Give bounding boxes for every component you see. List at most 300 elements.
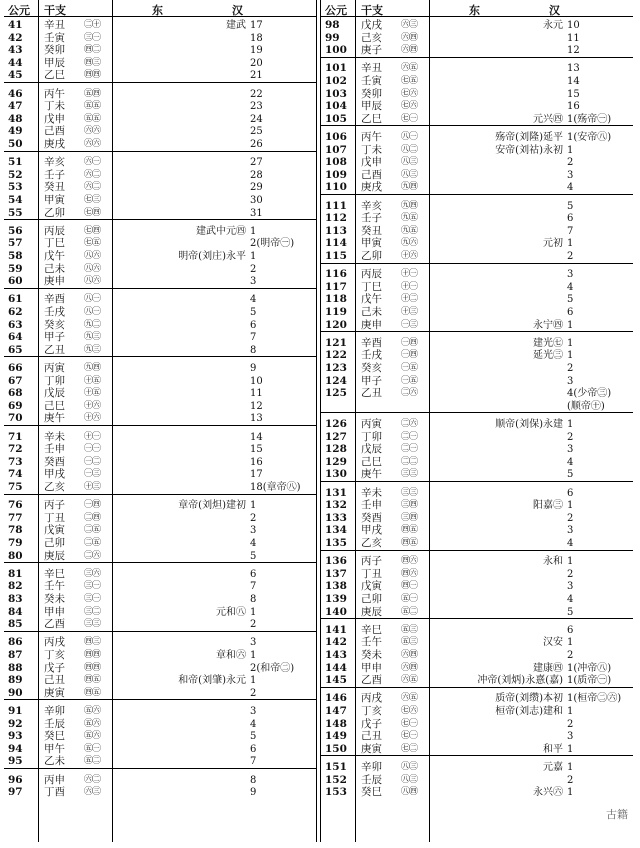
ganzhi-cell: 乙巳 bbox=[44, 69, 65, 82]
ganzhi-cell: 辛丑 bbox=[44, 19, 65, 31]
symbol-cell: ㊃㊅ bbox=[401, 556, 418, 567]
year-number-cell: 1 bbox=[567, 743, 574, 755]
ganzhi-cell: 壬申 bbox=[361, 499, 382, 512]
year-number-cell: 3 bbox=[567, 269, 574, 281]
year-cell: 105 bbox=[325, 112, 347, 125]
year-number-cell: 1 bbox=[250, 606, 257, 618]
ganzhi-cell: 庚戌 bbox=[44, 138, 65, 150]
ganzhi-cell: 庚寅 bbox=[361, 742, 382, 755]
year-number-cell: 4 bbox=[250, 294, 257, 306]
year-number-cell: 9 bbox=[250, 363, 257, 374]
ganzhi-cell: 乙酉 bbox=[44, 618, 65, 631]
symbol-cell: ㊅㊄ bbox=[401, 63, 418, 74]
ganzhi-cell: 癸丑 bbox=[361, 224, 382, 237]
symbol-cell: ㊉㊄ bbox=[84, 388, 101, 399]
symbol-cell: ㊆㊄ bbox=[84, 238, 101, 249]
year-number-cell: 3 bbox=[250, 276, 257, 288]
year-cell: 118 bbox=[325, 293, 347, 306]
year-cell: 78 bbox=[8, 524, 23, 537]
year-number-cell: 5 bbox=[250, 731, 257, 743]
year-cell: 94 bbox=[8, 742, 23, 755]
year-number-cell: 1 bbox=[567, 706, 574, 717]
year-number-cell: 25 bbox=[250, 126, 263, 138]
year-number-cell: 20 bbox=[250, 57, 263, 69]
ganzhi-cell: 乙亥 bbox=[44, 481, 65, 493]
year-number-cell: 26 bbox=[250, 139, 263, 150]
symbol-cell: ㊂㊂ bbox=[401, 469, 418, 480]
year-cell: 151 bbox=[325, 761, 347, 773]
year-cell: 129 bbox=[325, 455, 347, 468]
year-cell: 120 bbox=[325, 318, 347, 331]
year-number-cell: 2 bbox=[250, 619, 257, 631]
symbol-cell: ㊆㊃ bbox=[84, 225, 101, 236]
ganzhi-cell: 乙丑 bbox=[361, 387, 382, 400]
ganzhi-cell: 辛巳 bbox=[44, 567, 65, 580]
symbol-cell: ㊄㊂ bbox=[401, 624, 418, 635]
symbol-cell: ㊃㊃ bbox=[84, 70, 101, 81]
symbol-cell: ㊈㊅ bbox=[401, 238, 418, 249]
symbol-cell: ㊄㊅ bbox=[84, 731, 101, 742]
year-cell: 148 bbox=[325, 717, 347, 730]
ganzhi-cell: 辛卯 bbox=[44, 705, 65, 717]
era-cell: 建光㊆ bbox=[533, 337, 563, 349]
year-cell: 68 bbox=[8, 387, 23, 400]
ganzhi-cell: 丙戌 bbox=[44, 636, 65, 649]
year-cell: 108 bbox=[325, 156, 347, 169]
ganzhi-cell: 己酉 bbox=[361, 168, 382, 181]
symbol-cell: ㊃㊃ bbox=[84, 650, 101, 660]
year-number-cell: 3 bbox=[567, 581, 574, 593]
symbol-cell: ㊁㊀ bbox=[401, 444, 418, 455]
ganzhi-cell: 壬子 bbox=[361, 212, 382, 225]
year-number-cell: 1 bbox=[567, 319, 574, 331]
year-number-cell: 17 bbox=[250, 20, 263, 31]
ganzhi-cell: 戊午 bbox=[361, 293, 382, 306]
ganzhi-cell: 丁卯 bbox=[44, 374, 65, 387]
year-cell: 143 bbox=[325, 649, 347, 661]
year-number-cell: 10 bbox=[250, 375, 263, 387]
symbol-cell: ㊅㊄ bbox=[401, 675, 418, 686]
symbol-cell: ㊂㊀ bbox=[84, 594, 101, 604]
year-number-cell: 21 bbox=[250, 70, 263, 82]
year-cell: 124 bbox=[325, 374, 347, 387]
symbol-cell: ㊆㊅ bbox=[401, 101, 418, 112]
symbol-cell: ㊁㊅ bbox=[401, 388, 418, 399]
year-cell: 81 bbox=[8, 567, 23, 580]
year-cell: 139 bbox=[325, 593, 347, 605]
ganzhi-cell: 己巳 bbox=[361, 455, 382, 468]
symbol-cell: ㊃㊀ bbox=[401, 581, 418, 592]
era-cell: 元初 bbox=[543, 238, 563, 250]
year-cell: 134 bbox=[325, 524, 347, 537]
year-cell: 113 bbox=[325, 224, 347, 237]
symbol-cell: ㊀㊂ bbox=[401, 319, 418, 330]
ganzhi-cell: 癸亥 bbox=[44, 318, 65, 331]
year-cell: 50 bbox=[8, 138, 23, 150]
year-number-cell: 4 bbox=[250, 538, 257, 549]
year-number-cell: 5 bbox=[567, 606, 574, 618]
ganzhi-cell: 癸未 bbox=[44, 593, 65, 605]
era-cell: 永和 bbox=[543, 556, 563, 568]
era-cell: 建康㊃ bbox=[533, 662, 563, 674]
group-divider bbox=[321, 618, 633, 619]
year-cell: 126 bbox=[325, 418, 347, 430]
year-number-cell: 4 bbox=[567, 594, 574, 605]
year-number-cell: 15 bbox=[567, 88, 580, 100]
year-cell: 103 bbox=[325, 87, 347, 100]
year-cell: 70 bbox=[8, 412, 23, 425]
year-cell: 63 bbox=[8, 318, 23, 331]
year-number-cell: 1(安帝㊇) bbox=[567, 132, 612, 143]
year-cell: 112 bbox=[325, 212, 347, 225]
year-number-cell: 3 bbox=[567, 444, 574, 456]
year-cell: 71 bbox=[8, 430, 23, 443]
year-number-cell: 11 bbox=[250, 388, 263, 400]
year-number-cell: 16 bbox=[567, 101, 580, 113]
group-divider bbox=[4, 425, 316, 426]
year-number-cell: 24 bbox=[250, 113, 263, 125]
year-cell: 101 bbox=[325, 62, 347, 75]
year-number-cell: 1 bbox=[567, 762, 574, 773]
ganzhi-cell: 辛未 bbox=[44, 430, 65, 443]
ganzhi-cell: 甲辰 bbox=[44, 56, 65, 69]
ganzhi-cell: 辛酉 bbox=[361, 336, 382, 349]
era-cell: 元兴㊃ bbox=[533, 113, 563, 125]
symbol-cell: ㊀㊀ bbox=[84, 444, 101, 455]
ganzhi-cell: 癸亥 bbox=[361, 362, 382, 374]
symbol-cell: ㊂㊁ bbox=[84, 606, 101, 617]
symbol-cell: ㊃㊂ bbox=[84, 57, 101, 68]
group-divider bbox=[4, 699, 316, 700]
ganzhi-cell: 辛卯 bbox=[361, 761, 382, 773]
era-cell: 永宁㊃ bbox=[533, 319, 563, 331]
year-cell: 52 bbox=[8, 168, 23, 181]
symbol-cell: ㊅㊁ bbox=[84, 169, 101, 180]
year-cell: 73 bbox=[8, 455, 23, 468]
ganzhi-cell: 乙巳 bbox=[361, 112, 382, 125]
year-number-cell: 6 bbox=[567, 213, 574, 225]
ganzhi-cell: 丁未 bbox=[44, 100, 65, 113]
year-number-cell: 4 bbox=[567, 456, 574, 468]
year-cell: 49 bbox=[8, 125, 23, 138]
symbol-cell: ㊉㊀ bbox=[84, 431, 101, 442]
year-cell: 72 bbox=[8, 443, 23, 456]
ganzhi-cell: 庚辰 bbox=[361, 605, 382, 618]
ganzhi-cell: 戊申 bbox=[44, 112, 65, 125]
symbol-cell: ㊆㊅ bbox=[401, 706, 418, 716]
year-cell: 67 bbox=[8, 374, 23, 387]
symbol-cell: ㊉㊀ bbox=[401, 281, 418, 292]
year-number-cell: 30 bbox=[250, 195, 263, 206]
year-number-cell: 7 bbox=[250, 332, 257, 344]
year-cell: 87 bbox=[8, 649, 23, 661]
year-number-cell: 6 bbox=[250, 568, 257, 580]
year-cell: 96 bbox=[8, 773, 23, 786]
ganzhi-cell: 己卯 bbox=[361, 593, 382, 605]
era-cell: 章和㊅ bbox=[216, 650, 246, 661]
year-cell: 77 bbox=[8, 511, 23, 524]
ganzhi-cell: 庚申 bbox=[361, 318, 382, 331]
year-cell: 64 bbox=[8, 331, 23, 344]
symbol-cell: ㊅㊂ bbox=[84, 787, 101, 798]
year-number-cell: 11 bbox=[567, 32, 580, 44]
group-divider bbox=[321, 57, 633, 58]
era-cell: 章帝(刘炟)建初 bbox=[178, 500, 246, 512]
table-row bbox=[321, 785, 633, 800]
group-divider bbox=[321, 125, 633, 126]
year-number-cell: 23 bbox=[250, 101, 263, 113]
year-cell: 91 bbox=[8, 705, 23, 717]
symbol-cell: ㊁㊁ bbox=[401, 456, 418, 467]
year-cell: 60 bbox=[8, 275, 23, 288]
year-cell: 47 bbox=[8, 100, 23, 113]
ganzhi-cell: 戊子 bbox=[361, 717, 382, 730]
ganzhi-cell: 庚寅 bbox=[44, 686, 65, 699]
year-number-cell: 1 bbox=[567, 556, 574, 568]
symbol-cell: ㊇㊀ bbox=[84, 294, 101, 305]
ganzhi-cell: 庚子 bbox=[361, 44, 382, 57]
year-number-cell: 2 bbox=[567, 363, 574, 374]
ganzhi-cell: 癸卯 bbox=[44, 44, 65, 57]
year-cell: 85 bbox=[8, 618, 23, 631]
year-number-cell: 13 bbox=[567, 63, 580, 75]
era-cell: 阳嘉㊂ bbox=[533, 500, 563, 512]
symbol-cell: ㊁㊄ bbox=[84, 538, 101, 548]
year-number-cell: 5 bbox=[567, 294, 574, 306]
year-cell: 65 bbox=[8, 343, 23, 356]
ganzhi-cell: 己未 bbox=[44, 262, 65, 275]
year-cell: 57 bbox=[8, 237, 23, 250]
year-cell: 150 bbox=[325, 742, 347, 755]
symbol-cell: ㊃㊄ bbox=[84, 687, 101, 698]
year-cell: 46 bbox=[8, 87, 23, 100]
group-divider bbox=[4, 631, 316, 632]
group-divider bbox=[4, 82, 316, 83]
era-cell: 永兴㊅ bbox=[533, 787, 563, 799]
symbol-cell: ㊇㊂ bbox=[401, 762, 418, 772]
ganzhi-cell: 癸巳 bbox=[361, 786, 382, 799]
ganzhi-cell: 乙丑 bbox=[44, 343, 65, 356]
year-number-cell: 5 bbox=[250, 550, 257, 562]
year-number-cell: 4 bbox=[250, 718, 257, 730]
ganzhi-cell: 甲辰 bbox=[361, 100, 382, 113]
year-number-cell: 3 bbox=[567, 731, 574, 743]
era-cell: 明帝(刘庄)永平 bbox=[178, 251, 246, 262]
symbol-cell: ㊇㊀ bbox=[84, 307, 101, 317]
year-cell: 42 bbox=[8, 31, 23, 44]
ganzhi-cell: 戊子 bbox=[44, 661, 65, 674]
symbol-cell: ㊇㊅ bbox=[84, 276, 101, 287]
symbol-cell: ㊀㊃ bbox=[84, 500, 101, 511]
year-number-cell: 18(章帝㊇) bbox=[250, 482, 301, 493]
year-cell: 84 bbox=[8, 605, 23, 618]
year-cell: 93 bbox=[8, 730, 23, 743]
year-cell: 144 bbox=[325, 661, 347, 674]
era-cell: 质帝(刘缵)本初 bbox=[495, 693, 563, 705]
ganzhi-cell: 辛酉 bbox=[44, 293, 65, 306]
year-cell: 62 bbox=[8, 306, 23, 318]
group-divider bbox=[321, 331, 633, 332]
era-cell: 顺帝(刘保)永建 bbox=[495, 419, 563, 430]
symbol-cell: ㊆㊅ bbox=[401, 88, 418, 99]
year-number-cell: 2 bbox=[567, 650, 574, 661]
year-number-cell: 1(殇帝㊀) bbox=[567, 113, 612, 125]
ganzhi-cell: 甲午 bbox=[44, 742, 65, 755]
group-divider bbox=[321, 687, 633, 688]
ganzhi-cell: 庚午 bbox=[361, 468, 382, 481]
ganzhi-cell: 戊寅 bbox=[361, 580, 382, 593]
ganzhi-cell: 丙申 bbox=[44, 773, 65, 786]
era-cell: 元嘉 bbox=[543, 762, 563, 773]
ganzhi-cell: 丁酉 bbox=[44, 786, 65, 799]
year-cell: 107 bbox=[325, 143, 347, 156]
symbol-cell: ㊀㊁ bbox=[84, 456, 101, 467]
ganzhi-cell: 壬子 bbox=[44, 168, 65, 181]
symbol-cell: ㊇㊂ bbox=[401, 169, 418, 180]
year-cell: 137 bbox=[325, 567, 347, 580]
group-divider bbox=[4, 151, 316, 152]
right-header bbox=[321, 0, 633, 17]
year-cell: 147 bbox=[325, 705, 347, 717]
symbol-cell: ㊃㊂ bbox=[84, 637, 101, 648]
year-number-cell: 18 bbox=[250, 32, 263, 44]
year-number-cell: 2(和帝㊁) bbox=[250, 662, 295, 674]
year-number-cell: 1 bbox=[567, 238, 574, 250]
ganzhi-cell: 乙卯 bbox=[44, 206, 65, 219]
year-cell: 83 bbox=[8, 593, 23, 605]
year-number-cell: 2 bbox=[567, 251, 574, 262]
year-cell: 54 bbox=[8, 194, 23, 206]
year-cell: 153 bbox=[325, 786, 347, 799]
symbol-cell: ㊆㊀ bbox=[401, 731, 418, 742]
header-ganzhi: 干支 bbox=[44, 4, 66, 17]
year-number-cell: 15 bbox=[250, 444, 263, 456]
year-number-cell: 6 bbox=[567, 487, 574, 499]
year-number-cell: 1(冲帝㊇) bbox=[567, 662, 612, 674]
symbol-cell: ㊆㊃ bbox=[84, 207, 101, 218]
year-cell: 79 bbox=[8, 537, 23, 549]
header-ganzhi: 干支 bbox=[361, 4, 383, 17]
group-divider bbox=[321, 481, 633, 482]
ganzhi-cell: 戊戌 bbox=[361, 19, 382, 31]
year-number-cell: 1(桓帝㊁㊅) bbox=[567, 693, 622, 705]
year-number-cell: 31 bbox=[250, 207, 263, 219]
year-number-cell: 2 bbox=[250, 687, 257, 699]
symbol-cell: ㊅㊄ bbox=[401, 693, 418, 704]
ganzhi-cell: 癸巳 bbox=[44, 730, 65, 743]
symbol-cell: ㊄㊅ bbox=[84, 718, 101, 729]
symbol-cell: ㊂㊂ bbox=[401, 487, 418, 498]
year-cell: 92 bbox=[8, 717, 23, 730]
year-cell: 74 bbox=[8, 468, 23, 481]
year-cell: 99 bbox=[325, 31, 340, 44]
symbol-cell: ㊉㊂ bbox=[401, 307, 418, 317]
year-number-cell: 4 bbox=[567, 182, 574, 194]
year-cell: 116 bbox=[325, 268, 347, 281]
group-divider bbox=[321, 194, 633, 195]
year-number-cell: 1 bbox=[567, 637, 574, 649]
year-number-cell: 3 bbox=[567, 169, 574, 181]
symbol-cell: ㊇㊅ bbox=[84, 263, 101, 274]
ganzhi-cell: 己丑 bbox=[361, 730, 382, 743]
year-cell: 110 bbox=[325, 181, 347, 194]
symbol-cell: ㊉㊁ bbox=[401, 294, 418, 305]
year-number-cell: 2 bbox=[567, 431, 574, 443]
symbol-cell: ㊁㊃ bbox=[84, 512, 101, 523]
watermark: 古籍 bbox=[606, 808, 628, 821]
symbol-cell: ㊇㊂ bbox=[401, 774, 418, 785]
year-cell: 59 bbox=[8, 262, 23, 275]
symbol-cell: ㊉㊀ bbox=[401, 269, 418, 280]
symbol-cell: ㊈㊄ bbox=[401, 225, 418, 236]
ganzhi-cell: 庚戌 bbox=[361, 181, 382, 194]
symbol-cell: ㊄㊂ bbox=[401, 637, 418, 648]
year-number-cell: 5 bbox=[250, 307, 257, 318]
year-number-cell: 1 bbox=[250, 225, 257, 237]
year-cell: 117 bbox=[325, 280, 347, 293]
ganzhi-cell: 己酉 bbox=[44, 125, 65, 138]
year-cell: 109 bbox=[325, 168, 347, 181]
year-cell: 135 bbox=[325, 537, 347, 549]
year-cell: 75 bbox=[8, 481, 23, 493]
year-number-cell: 14 bbox=[250, 431, 263, 443]
year-number-cell: 1 bbox=[567, 419, 574, 430]
year-number-cell: 2 bbox=[250, 263, 257, 275]
era-cell: 延光㊂ bbox=[533, 350, 563, 362]
year-cell: 149 bbox=[325, 730, 347, 743]
year-number-cell: 16 bbox=[250, 456, 263, 468]
symbol-cell: ㊅㊀ bbox=[84, 157, 101, 168]
symbol-cell: ㊂㊀ bbox=[84, 581, 101, 592]
symbol-cell: ㊀㊄ bbox=[401, 363, 418, 373]
symbol-cell: ㊉㊄ bbox=[84, 375, 101, 386]
symbol-cell: ㊈㊂ bbox=[84, 344, 101, 355]
ganzhi-cell: 甲申 bbox=[44, 605, 65, 618]
year-cell: 80 bbox=[8, 549, 23, 562]
year-number-cell: 29 bbox=[250, 182, 263, 194]
symbol-cell: ㊅㊃ bbox=[401, 32, 418, 43]
year-number-cell: 1 bbox=[250, 251, 257, 262]
year-cell: 125 bbox=[325, 387, 347, 400]
year-number-cell: 5 bbox=[567, 469, 574, 481]
group-divider bbox=[4, 768, 316, 769]
year-number-cell: 1(质帝㊀) bbox=[567, 675, 612, 687]
symbol-cell: ㊄㊁ bbox=[84, 756, 101, 767]
ganzhi-cell: 乙亥 bbox=[361, 537, 382, 549]
year-cell: 98 bbox=[325, 19, 340, 31]
ganzhi-cell: 癸酉 bbox=[361, 511, 382, 524]
year-cell: 152 bbox=[325, 773, 347, 786]
symbol-cell: ㊃㊄ bbox=[84, 675, 101, 686]
ganzhi-cell: 癸丑 bbox=[44, 181, 65, 194]
ganzhi-cell: 辛亥 bbox=[361, 199, 382, 212]
symbol-cell: ㊂㊃ bbox=[401, 512, 418, 523]
ganzhi-cell: 丙子 bbox=[361, 555, 382, 568]
year-number-cell: 2 bbox=[567, 157, 574, 169]
ganzhi-cell: 丙寅 bbox=[44, 362, 65, 374]
symbol-cell: ㊀㊃ bbox=[401, 337, 418, 348]
year-cell: 55 bbox=[8, 206, 23, 219]
symbol-cell: ㊃㊃ bbox=[84, 662, 101, 673]
symbol-cell: ㊇㊀ bbox=[401, 132, 418, 142]
year-cell: 43 bbox=[8, 44, 23, 57]
symbol-cell: ㊇㊃ bbox=[401, 787, 418, 798]
year-cell: 61 bbox=[8, 293, 23, 306]
year-number-cell: 2 bbox=[567, 718, 574, 730]
year-number-cell: 2(明帝㊀) bbox=[250, 238, 295, 250]
header-han: 汉 bbox=[232, 4, 243, 17]
year-number-cell: 12 bbox=[250, 400, 263, 412]
